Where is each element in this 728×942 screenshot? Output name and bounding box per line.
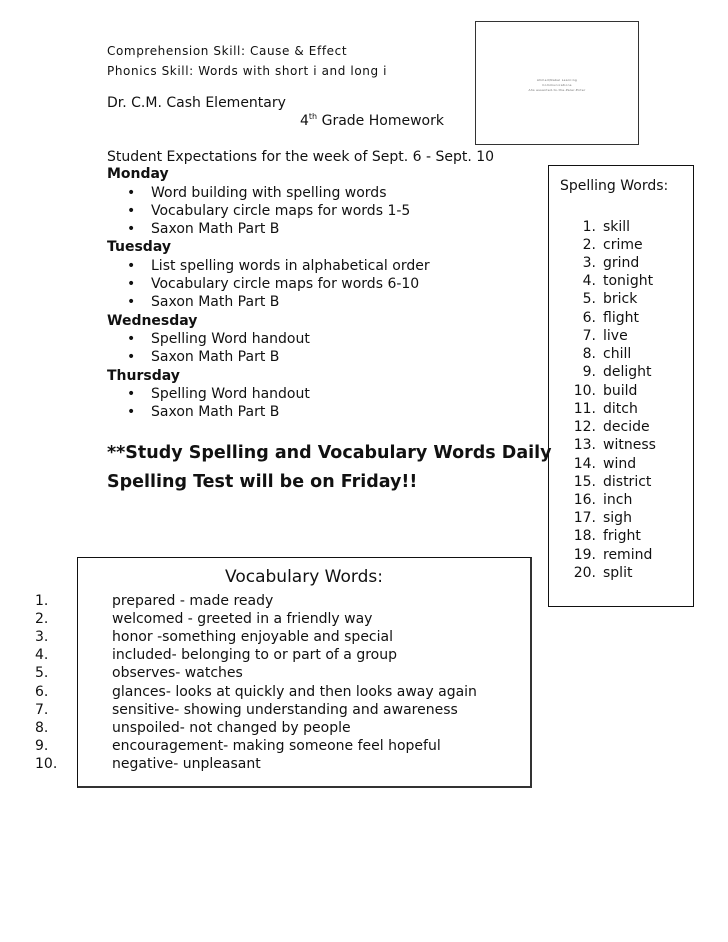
bullet-icon: • <box>127 221 136 237</box>
vocabulary-item: 9. encouragement- making someone feel hopeful <box>35 738 441 754</box>
spelling-word: 9. delight <box>582 364 652 380</box>
vocabulary-item: 5. observes- watches <box>35 665 243 681</box>
vocabulary-box <box>35 557 532 788</box>
test-note: Spelling Test will be on Friday!! <box>107 472 418 492</box>
image-text-line: Communications <box>542 83 572 87</box>
spelling-word: 5. brick <box>582 291 638 307</box>
spelling-word: 19. remind <box>573 547 653 563</box>
spelling-word: 13. witness <box>573 437 656 453</box>
day-monday: Monday <box>107 166 169 182</box>
comprehension-skill: Comprehension Skill: Cause & Effect <box>107 44 348 58</box>
vocabulary-item: 1. prepared - made ready <box>35 593 274 609</box>
bullet-icon: • <box>127 349 136 365</box>
spelling-word: 17. sigh <box>573 510 632 526</box>
vocabulary-item: 8. unspoiled- not changed by people <box>35 720 351 736</box>
day-wednesday: Wednesday <box>107 313 198 329</box>
spelling-word: 3. grind <box>582 255 640 271</box>
spelling-word: 1. skill <box>582 219 631 235</box>
vocabulary-item: 4. included- belonging to or part of a group <box>35 647 397 663</box>
vocabulary-item: 2. welcomed - greeted in a friendly way <box>35 611 373 627</box>
expectations-heading: Student Expectations for the week of Sept. 6 - Sept. 10 <box>107 149 495 165</box>
spelling-word: 11. ditch <box>573 401 638 417</box>
bullet-icon: • <box>127 203 136 219</box>
image-text-line: Ahs essanted-to-the-Paler-Enter <box>528 88 586 92</box>
phonics-skill: Phonics Skill: Words with short i and long i <box>107 64 388 78</box>
bullet-icon: • <box>127 404 136 420</box>
day-thursday: Thursday <box>107 368 180 384</box>
spelling-word: 2. crime <box>582 237 643 253</box>
spelling-word: 15. district <box>573 474 652 490</box>
bullet-icon: • <box>127 185 136 201</box>
bullet-icon: • <box>127 331 136 347</box>
header-image <box>475 21 639 145</box>
vocabulary-title: Vocabulary Words: <box>225 567 383 587</box>
spelling-words-box <box>548 165 694 607</box>
grade-suffix: th <box>308 112 318 121</box>
image-text-line: Ahmed/Nabel Learning <box>536 78 578 82</box>
bullet-icon: • <box>127 276 136 292</box>
study-note: **Study Spelling and Vocabulary Words Daily <box>107 443 552 463</box>
vocabulary-item: 3. honor -something enjoyable and special <box>35 629 393 645</box>
spelling-word: 20. split <box>573 565 633 581</box>
bullet-icon: • <box>127 258 136 274</box>
spelling-word: 16. inch <box>573 492 633 508</box>
grade-number: 4 <box>300 113 309 129</box>
spelling-word: 14. wind <box>573 456 637 472</box>
bullet-icon: • <box>127 294 136 310</box>
homework-title <box>300 113 444 129</box>
school-name: Dr. C.M. Cash Elementary <box>107 95 286 111</box>
vocabulary-item: 10. negative- unpleasant <box>35 756 261 772</box>
spelling-word: 6. flight <box>582 310 639 326</box>
grade-title-rest: Grade Homework <box>317 113 444 129</box>
spelling-word: 7. live <box>582 328 628 344</box>
day-tuesday: Tuesday <box>107 239 171 255</box>
spelling-word: 4. tonight <box>582 273 654 289</box>
vocabulary-item: 6. glances- looks at quickly and then looks away again <box>35 684 477 700</box>
spelling-title: Spelling Words: <box>560 178 669 194</box>
bullet-icon: • <box>127 386 136 402</box>
spelling-word: 8. chill <box>582 346 632 362</box>
vocabulary-item: 7. sensitive- showing understanding and awareness <box>35 702 458 718</box>
spelling-word: 18. fright <box>573 528 641 544</box>
spelling-word: 12. decide <box>573 419 650 435</box>
spelling-word: 10. build <box>573 383 638 399</box>
